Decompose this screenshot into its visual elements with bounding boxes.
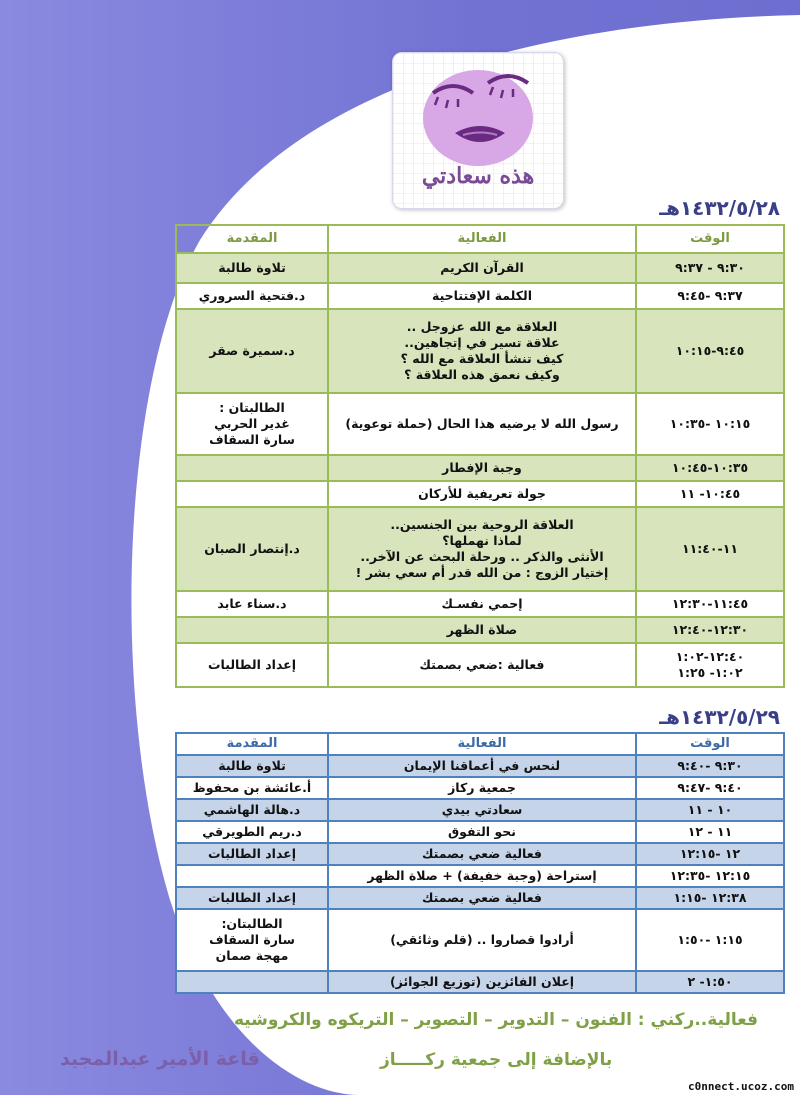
time-cell: ١٠:١٥ -١٠:٣٥	[636, 393, 784, 455]
presenter-cell: إعداد الطالبات	[176, 843, 328, 865]
activity-cell: أرادوا قصاروا .. (قلم وثائقي)	[328, 909, 636, 971]
time-cell: ١٠:٤٥- ١١	[636, 481, 784, 507]
table-row	[176, 643, 784, 687]
presenter-cell: إعداد الطالبات	[176, 643, 328, 687]
table-row	[176, 253, 784, 283]
day1-schedule-table	[175, 224, 785, 688]
day1-date: ١٤٣٢/٥/٢٨هـ	[659, 196, 780, 220]
table-row	[176, 481, 784, 507]
table-row	[176, 393, 784, 455]
table-row	[176, 971, 784, 993]
activity-cell: فعالية :ضعي بصمتك	[328, 643, 636, 687]
day1-header-activity: الفعالية	[328, 225, 636, 253]
time-cell: ١٢:٣٨ -١:١٥	[636, 887, 784, 909]
table-row	[176, 755, 784, 777]
activity-cell: الكلمة الإفتتاحية	[328, 283, 636, 309]
table-row	[176, 799, 784, 821]
time-cell: ١٠ - ١١	[636, 799, 784, 821]
table-row	[176, 909, 784, 971]
presenter-cell	[176, 617, 328, 643]
footer-hall-name: قاعة الأمير عبدالمجيد	[60, 1048, 260, 1070]
activity-cell: لنحس في أعماقنا الإيمان	[328, 755, 636, 777]
day1-header-time: الوقت	[636, 225, 784, 253]
presenter-cell: أ.عائشة بن محفوظ	[176, 777, 328, 799]
activity-cell: فعالية ضعي بصمتك	[328, 887, 636, 909]
table-row	[176, 309, 784, 393]
presenter-cell	[176, 971, 328, 993]
activity-cell: إحمي نفسـك	[328, 591, 636, 617]
presenter-cell: تلاوة طالبة	[176, 755, 328, 777]
day2-date: ١٤٣٢/٥/٢٩هـ	[659, 705, 780, 729]
table-row	[176, 843, 784, 865]
time-cell: ١١ - ١٢	[636, 821, 784, 843]
time-cell: ١٢:٤٠-١:٠٢ ١:٠٢- ١:٢٥	[636, 643, 784, 687]
presenter-cell: إعداد الطالبات	[176, 887, 328, 909]
logo-text: هذه سعادتي	[421, 163, 535, 189]
time-cell: ١٠:٣٥-١٠:٤٥	[636, 455, 784, 481]
time-cell: ١٢:٣٠-١٢:٤٠	[636, 617, 784, 643]
presenter-cell	[176, 865, 328, 887]
presenter-cell: د.سناء عابد	[176, 591, 328, 617]
day2-header-activity: الفعالية	[328, 733, 636, 755]
footer-rikaz-line: بالإضافة إلى جمعية ركـــــاز	[380, 1050, 613, 1070]
activity-cell: جولة تعريفية للأركان	[328, 481, 636, 507]
time-cell: ٩:٤٥-١٠:١٥	[636, 309, 784, 393]
time-cell: ١:٥٠- ٢	[636, 971, 784, 993]
time-cell: ٩:٣٠ -٩:٤٠	[636, 755, 784, 777]
table-row	[176, 283, 784, 309]
activity-cell: إستراحة (وجبة خفيفة) + صلاة الظهر	[328, 865, 636, 887]
time-cell: ٩:٣٧ -٩:٤٥	[636, 283, 784, 309]
activity-cell: وجبة الإفطار	[328, 455, 636, 481]
day2-header-presenter: المقدمة	[176, 733, 328, 755]
activity-cell: نحو التفوق	[328, 821, 636, 843]
table-row	[176, 617, 784, 643]
activity-cell: رسول الله لا يرضيه هذا الحال (حملة توعوية)	[328, 393, 636, 455]
activity-cell: إعلان الفائزين (توزيع الجوائز)	[328, 971, 636, 993]
activity-cell: سعادتي بيدي	[328, 799, 636, 821]
table-row	[176, 455, 784, 481]
presenter-cell: الطالبتان : غدير الحربي سارة السقاف	[176, 393, 328, 455]
presenter-cell: د.فتحية السروري	[176, 283, 328, 309]
time-cell: ١١:٤٥-١٢:٣٠	[636, 591, 784, 617]
time-cell: ١٢ -١٢:١٥	[636, 843, 784, 865]
table-row	[176, 507, 784, 591]
activity-cell: جمعية ركاز	[328, 777, 636, 799]
table-row	[176, 777, 784, 799]
presenter-cell: د.ريم الطويرقي	[176, 821, 328, 843]
day2-header-time: الوقت	[636, 733, 784, 755]
activity-cell: القرآن الكريم	[328, 253, 636, 283]
presenter-cell	[176, 481, 328, 507]
time-cell: ١٢:١٥ -١٢:٣٥	[636, 865, 784, 887]
time-cell: ١:١٥ -١:٥٠	[636, 909, 784, 971]
table-row	[176, 591, 784, 617]
time-cell: ١١-١١:٤٠	[636, 507, 784, 591]
presenter-cell: د.إنتصار الصبان	[176, 507, 328, 591]
presenter-cell	[176, 455, 328, 481]
table-row	[176, 887, 784, 909]
table-row	[176, 865, 784, 887]
day1-header-presenter: المقدمة	[176, 225, 328, 253]
activity-cell: العلاقة مع الله عزوجل .. علاقة تسير في إتجاهين.. كيف تنشأ العلاقة مع الله ؟ وكيف نعمق هذه العلاقة ؟	[328, 309, 636, 393]
activity-cell: فعالية ضعي بصمتك	[328, 843, 636, 865]
presenter-cell: تلاوة طالبة	[176, 253, 328, 283]
activity-cell: العلاقة الروحية بين الجنسين.. لماذا نهملها؟ الأنثى والذكر .. ورحلة البحث عن الآخر.. إختيار الزوج : من الله قدر أم سعي بشر !	[328, 507, 636, 591]
table-row	[176, 821, 784, 843]
presenter-cell: د.سميرة صقر	[176, 309, 328, 393]
time-cell: ٩:٣٠ - ٩:٣٧	[636, 253, 784, 283]
presenter-cell: الطالبتان: سارة السقاف مهجة صمان	[176, 909, 328, 971]
presenter-cell: د.هالة الهاشمي	[176, 799, 328, 821]
activity-cell: صلاة الظهر	[328, 617, 636, 643]
day2-schedule-table	[175, 732, 785, 994]
footer-corners-line: فعالية..ركني : الفنون – التدوير – التصوير – التريكوه والكروشيه	[233, 1010, 758, 1030]
logo	[392, 52, 564, 209]
time-cell: ٩:٤٠ -٩:٤٧	[636, 777, 784, 799]
watermark: c0nnect.ucoz.com	[688, 1080, 794, 1093]
